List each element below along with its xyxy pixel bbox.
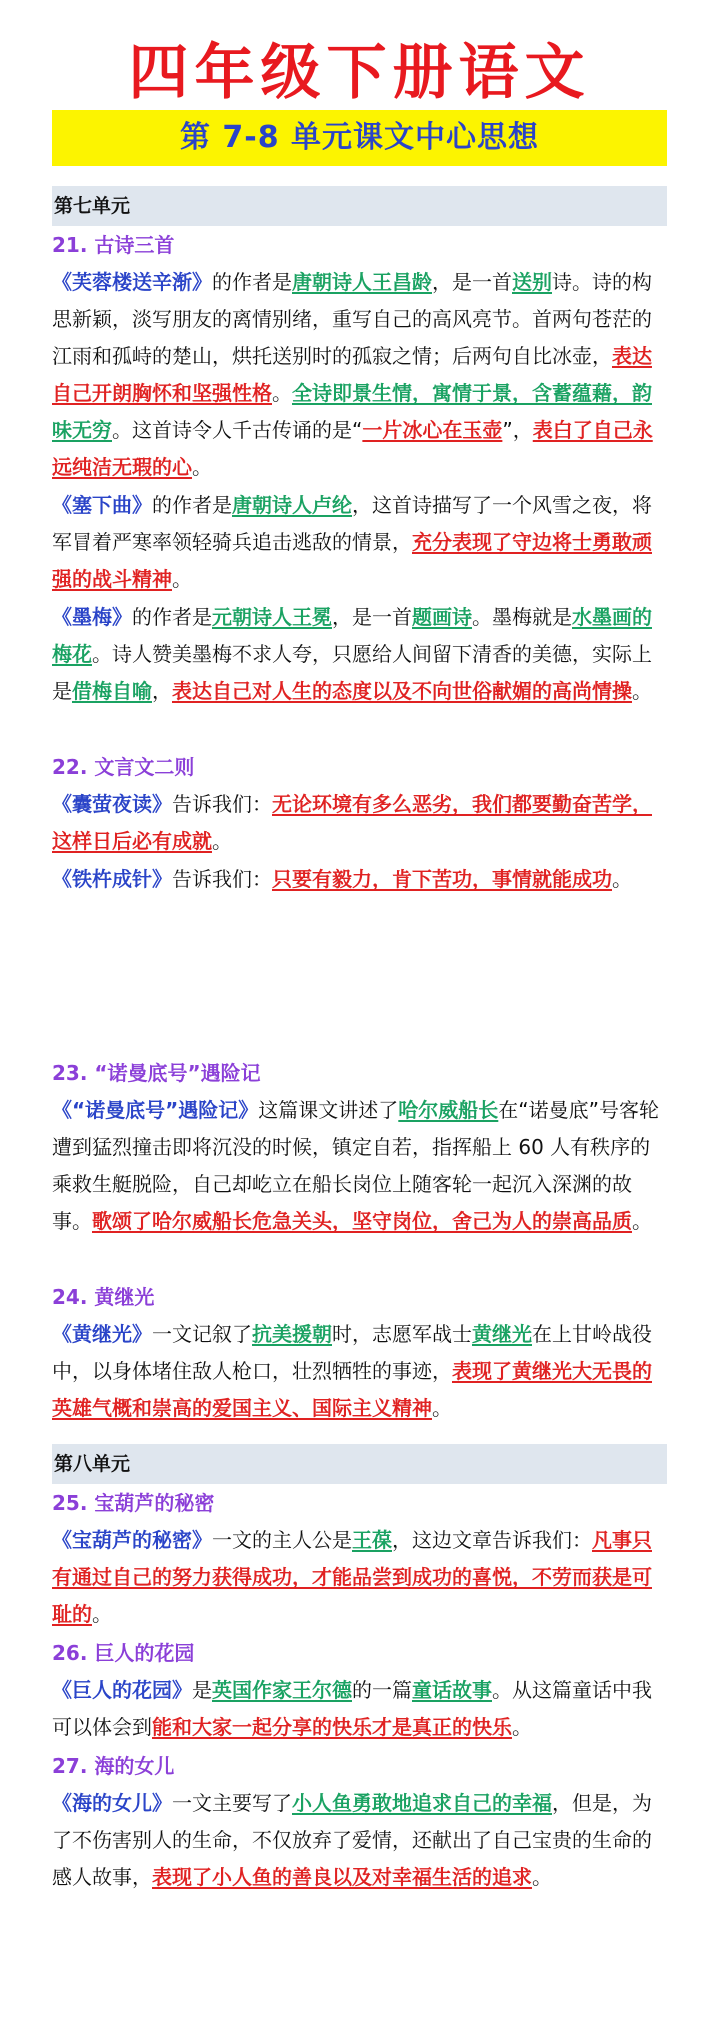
text-run: 。从这篇童话中我可以体会到	[52, 1678, 652, 1739]
text-run: ，这首诗描写了一个风雪之夜，将军冒着严寒率领轻骑兵追击逃敌的情景，	[52, 493, 652, 554]
text-run: 。诗人赞美墨梅不求人夸，只愿给人间留下清香的美德，实际上是	[52, 642, 652, 703]
key-idea: 表达自己开朗胸怀和坚强性格	[52, 344, 652, 405]
key-idea: 只要有毅力，肯下苦功，事情就能成功	[272, 867, 612, 891]
text-run: 。	[432, 1396, 452, 1420]
title-ref: 《黄继光》	[52, 1322, 152, 1346]
text-run: 。	[212, 829, 232, 853]
key-term: 全诗即景生情，寓情于景，含蓄蕴藉，韵味无穷	[52, 381, 652, 442]
text-run: 的作者是	[212, 270, 292, 294]
key-idea: 能和大家一起分享的快乐才是真正的快乐	[152, 1715, 512, 1739]
key-term: 抗美援朝	[252, 1322, 332, 1346]
text-run: 一文的主人公是	[212, 1528, 352, 1552]
text-run: 是	[192, 1678, 212, 1702]
paragraph-lesson-22-story-1	[52, 786, 670, 860]
key-term: 哈尔威船长	[398, 1098, 499, 1122]
key-term: 唐朝诗人王昌龄	[292, 270, 432, 294]
lesson-heading-23: 23. “诺曼底号”遇险记	[52, 1061, 261, 1085]
lesson-heading-24: 24. 黄继光	[52, 1285, 155, 1309]
text-run: 。	[632, 1209, 652, 1233]
key-term: 英国作家王尔德	[212, 1678, 352, 1702]
key-idea: 表现了小人鱼的善良以及对幸福生活的追求	[152, 1865, 532, 1889]
text-run: 这篇课文讲述了	[258, 1098, 399, 1122]
paragraph-lesson-21-poem-1	[52, 264, 670, 486]
text-run: ，是一首	[332, 605, 412, 629]
title-ref: 《海的女儿》	[52, 1791, 172, 1815]
title-ref: 《塞下曲》	[52, 493, 152, 517]
paragraph-lesson-23	[52, 1092, 670, 1240]
text-run: 。这首诗令人千古传诵的是“	[112, 418, 363, 442]
title-ref: 《囊萤夜读》	[52, 792, 172, 816]
lesson-heading-27: 27. 海的女儿	[52, 1754, 175, 1778]
text-run: 的一篇	[352, 1678, 412, 1702]
key-term: 童话故事	[412, 1678, 492, 1702]
text-run: ，这边文章告诉我们：	[392, 1528, 592, 1552]
key-term: 王葆	[352, 1528, 392, 1552]
text-run: 告诉我们：	[172, 867, 272, 891]
text-run: 。	[512, 1715, 532, 1739]
paragraph-lesson-25	[52, 1522, 670, 1633]
text-run: 。	[92, 1602, 112, 1626]
text-run: ”，	[502, 418, 533, 442]
text-run: 的作者是	[132, 605, 212, 629]
paragraph-lesson-22-story-2	[52, 861, 670, 898]
title-ref: 《“诺曼底号”遇险记》	[52, 1098, 259, 1122]
key-term: 借梅自喻	[72, 679, 152, 703]
unit-header-8: 第八单元	[52, 1444, 667, 1484]
title-ref: 《巨人的花园》	[52, 1678, 192, 1702]
text-run: ，但是，为了不伤害别人的生命，不仅放弃了爱情，还献出了自己宝贵的生命的感人故事，	[52, 1791, 652, 1889]
title-ref: 《墨梅》	[52, 605, 132, 629]
text-run: 。	[632, 679, 652, 703]
text-run: 。墨梅就是	[472, 605, 572, 629]
key-idea: 歌颂了哈尔威船长危急关头，坚守岗位，舍己为人的崇高品质	[92, 1209, 632, 1233]
paragraph-lesson-21-poem-2	[52, 487, 670, 598]
text-run: 一文主要写了	[172, 1791, 292, 1815]
key-term: 元朝诗人王冕	[212, 605, 332, 629]
text-run: ，	[152, 679, 172, 703]
page-title: 四年级下册语文	[128, 38, 591, 108]
lesson-heading-26: 26. 巨人的花园	[52, 1641, 195, 1665]
paragraph-lesson-21-poem-3	[52, 599, 670, 710]
text-run: 时，志愿军战士	[332, 1322, 472, 1346]
text-run: 告诉我们：	[172, 792, 272, 816]
key-term: 黄继光	[472, 1322, 532, 1346]
paragraph-lesson-24	[52, 1316, 670, 1427]
text-run: 。	[272, 381, 292, 405]
text-run: 一文记叙了	[152, 1322, 252, 1346]
text-run: 在“诺曼底”号客轮遭到猛烈撞击即将沉没的时候，镇定自若，指挥船上 60 人有秩序的乘救生艇脱险，自己却屹立在船长岗位上随客轮一起沉入深渊的故事。	[52, 1098, 660, 1233]
key-idea: 表达自己对人生的态度以及不向世俗献媚的高尚情操	[172, 679, 632, 703]
text-run: 。	[192, 455, 212, 479]
key-idea: 无论环境有多么恶劣，我们都要勤奋苦学，这样日后必有成就	[52, 792, 652, 853]
key-idea: 凡事只有通过自己的努力获得成功，才能品尝到成功的喜悦，不劳而获是可耻的	[52, 1528, 652, 1626]
lesson-heading-21: 21. 古诗三首	[52, 233, 175, 257]
key-term: 唐朝诗人卢纶	[232, 493, 352, 517]
text-run: 诗。诗的构思新颖，淡写朋友的离情别绪，重写自己的高风亮节。首两句苍茫的江雨和孤峙的楚山，烘托送别时的孤寂之情；后两句自比冰壶，	[52, 270, 652, 368]
key-idea: 表白了自己永远纯洁无瑕的心	[52, 418, 653, 479]
paragraph-lesson-27	[52, 1785, 670, 1896]
paragraph-lesson-26	[52, 1672, 670, 1746]
text-run: 。	[172, 567, 192, 591]
unit-header-7: 第七单元	[52, 186, 667, 226]
title-ref: 《宝葫芦的秘密》	[52, 1528, 212, 1552]
title-ref: 《芙蓉楼送辛渐》	[52, 270, 212, 294]
lesson-heading-25: 25. 宝葫芦的秘密	[52, 1491, 215, 1515]
key-term: 送别	[512, 270, 552, 294]
key-idea: 一片冰心在玉壶	[362, 418, 503, 442]
lesson-heading-22: 22. 文言文二则	[52, 755, 195, 779]
key-idea: 表现了黄继光大无畏的英雄气概和崇高的爱国主义、国际主义精神	[52, 1359, 652, 1420]
text-run: 。	[612, 867, 632, 891]
text-run: 的作者是	[152, 493, 232, 517]
text-run: 。	[532, 1865, 552, 1889]
subtitle-banner: 第 7-8 单元课文中心思想	[52, 110, 667, 166]
title-ref: 《铁杵成针》	[52, 867, 172, 891]
key-term: 题画诗	[412, 605, 472, 629]
key-term: 水墨画的梅花	[52, 605, 652, 666]
text-run: ，是一首	[432, 270, 512, 294]
key-idea: 充分表现了守边将士勇敢顽强的战斗精神	[52, 530, 652, 591]
text-run: 在上甘岭战役中，以身体堵住敌人枪口，壮烈牺牲的事迹，	[52, 1322, 652, 1383]
key-term: 小人鱼勇敢地追求自己的幸福	[292, 1791, 552, 1815]
